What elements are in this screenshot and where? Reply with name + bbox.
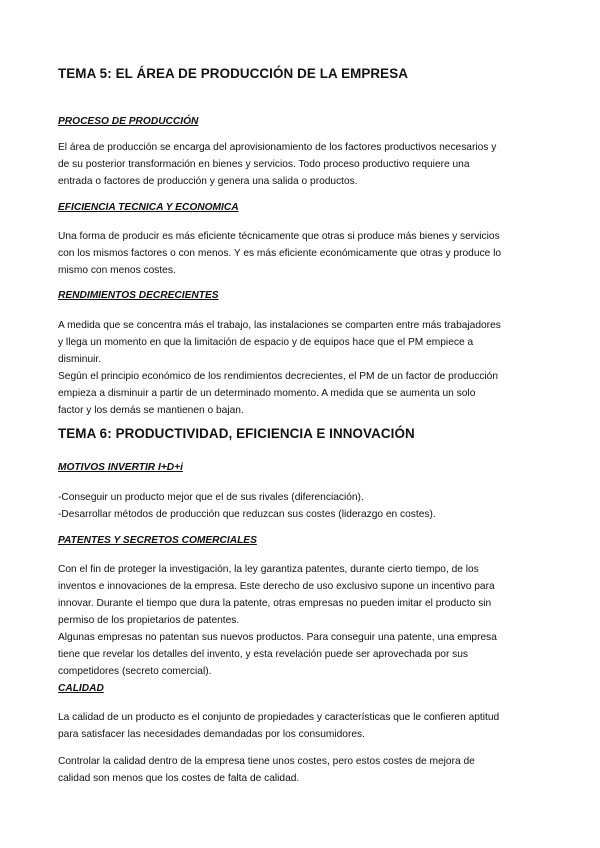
paragraph-line: Una forma de producir es más eficiente técnicamente que otras si produce más bienes y servicios bbox=[58, 231, 500, 242]
paragraph-line: El área de producción se encarga del aprovisionamiento de los factores productivos necesarios y bbox=[58, 142, 497, 153]
paragraph-patentes bbox=[58, 561, 544, 680]
paragraph-line: -Conseguir un producto mejor que el de sus rivales (diferenciación). bbox=[58, 492, 364, 503]
paragraph-calidad bbox=[58, 709, 544, 743]
paragraph-line: entrada o factores de producción y genera una salida o productos. bbox=[58, 176, 358, 187]
paragraph-line: tiene que revelar los detalles del invento, y esta revelación puede ser aprovechada por sus bbox=[58, 649, 469, 660]
heading-calidad: CALIDAD bbox=[58, 683, 104, 694]
paragraph-line: -Desarrollar métodos de producción que reduzcan sus costes (liderazgo en costes). bbox=[58, 509, 436, 520]
paragraph-line: de su posterior transformación en bienes y servicios. Todo proceso productivo requiere una bbox=[58, 159, 470, 170]
paragraph-line: con los mismos factores o con menos. Y es más eficiente económicamente que otras y produce lo bbox=[58, 248, 502, 259]
heading-eficiencia: EFICIENCIA TECNICA Y ECONOMICA bbox=[58, 202, 239, 213]
paragraph-line: empieza a disminuir a partir de un determinado momento. A medida que se aumenta un solo bbox=[58, 388, 476, 399]
paragraph-line: innovar. Durante el tiempo que dura la patente, otras empresas no pueden imitar el producto sin bbox=[58, 598, 492, 609]
paragraph-line: permiso de los propietarios de patentes. bbox=[58, 615, 240, 626]
paragraph-line: factor y los demás se mantienen o bajan. bbox=[58, 405, 244, 416]
heading-rendimientos: RENDIMIENTOS DECRECIENTES bbox=[58, 290, 219, 301]
paragraph-line: disminuir. bbox=[58, 354, 102, 365]
paragraph-rendimientos bbox=[58, 317, 544, 419]
paragraph-line: Con el fin de proteger la investigación, la ley garantiza patentes, durante cierto tiempo, de los bbox=[58, 564, 479, 575]
tema6-title: TEMA 6: PRODUCTIVIDAD, EFICIENCIA E INNOVACIÓN bbox=[58, 426, 415, 441]
paragraph-line: mismo con menos costes. bbox=[58, 265, 176, 276]
heading-motivos-invertir: MOTIVOS INVERTIR I+D+i bbox=[58, 462, 183, 473]
heading-proceso-produccion: PROCESO DE PRODUCCIÓN bbox=[58, 116, 199, 127]
paragraph-line: Algunas empresas no patentan sus nuevos productos. Para conseguir una patente, una empresa bbox=[58, 632, 497, 643]
paragraph-line: La calidad de un producto es el conjunto de propiedades y características que le confieren aptitud bbox=[58, 712, 500, 723]
paragraph-motivos-invertir bbox=[58, 489, 544, 523]
paragraph-line: Controlar la calidad dentro de la empresa tiene unos costes, pero estos costes de mejora de bbox=[58, 756, 475, 767]
paragraph-line: A medida que se concentra más el trabajo, las instalaciones se comparten entre más trabajadores bbox=[58, 320, 501, 331]
paragraph-line: Según el principio económico de los rendimientos decrecientes, el PM de un factor de producción bbox=[58, 371, 499, 382]
paragraph-line: competidores (secreto comercial). bbox=[58, 666, 212, 677]
paragraph-line: inventos e innovaciones de la empresa. Este derecho de uso exclusivo supone un incentivo para bbox=[58, 581, 495, 592]
paragraph-proceso-produccion bbox=[58, 139, 544, 190]
paragraph-calidad-costes bbox=[58, 753, 544, 787]
paragraph-eficiencia bbox=[58, 228, 544, 279]
heading-patentes: PATENTES Y SECRETOS COMERCIALES bbox=[58, 535, 257, 546]
paragraph-line: para satisfacer las necesidades demandadas por los consumidores. bbox=[58, 729, 365, 740]
tema5-title: TEMA 5: EL ÁREA DE PRODUCCIÓN DE LA EMPRESA bbox=[58, 66, 409, 81]
paragraph-line: calidad son menos que los costes de falta de calidad. bbox=[58, 773, 300, 784]
paragraph-line: y llega un momento en que la limitación de espacio y de equipos hace que el PM empiece a bbox=[58, 337, 474, 348]
